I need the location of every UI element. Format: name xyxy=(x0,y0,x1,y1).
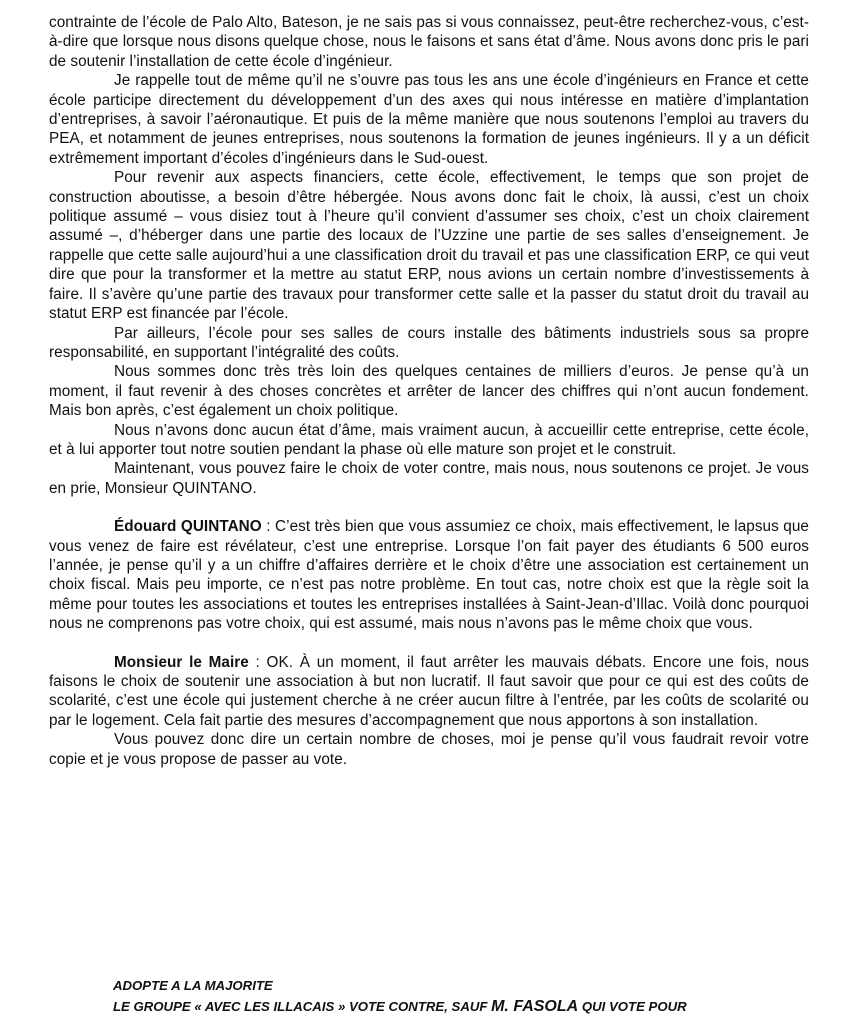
minutes-text xyxy=(49,13,809,769)
maire-text: : OK. À un moment, il faut arrêter les mauvais débats. Encore une fois, nous faisons le choix de soutenir une association à but non lucratif. Il faut savoir que pour ce qui est des coûts de scolarité, c’est une école qui justement cherche à ne créer aucun filtre à l’entrée, par les coûts de scolarité ou par le logement. Cela fait partie des mesures d’accompagnement que nous apportons à son installation. xyxy=(49,653,809,729)
vote-group-detail xyxy=(113,996,813,1017)
vote-group-text: LE GROUPE « AVEC LES ILLACAIS » VOTE CONTRE, SAUF xyxy=(113,999,492,1014)
quintano-text: : C’est très bien que vous assumiez ce choix, mais effectivement, le lapsus que vous venez de faire est révélateur, c’est une entreprise. Lorsque l’on fait payer des étudiants 6 500 euros l’année, je pense qu’il y a un chiffre d’affaires derrière et le choix d’être une association est certainement un choix fiscal. Mais peu importe, ce n’est pas notre problème. En tout cas, notre choix est que la règle soit la même pour toutes les associations et toutes les entreprises installées à Saint-Jean-d’Illac. Voilà donc pourquoi nous ne comprenons pas votre choix, qui est assumé, mais nous n’avons pas le même choix que vous. xyxy=(49,518,809,633)
paragraph-financial-aspects: Pour revenir aux aspects financiers, cette école, effectivement, le temps que son projet de construction aboutisse, a besoin d’être hébergée. Nous avons donc fait le choix, là aussi, c’est un choix politique assumé – vous disiez tout à l’heure qu’il convient d’assumer ses choix, c’est un choix clairement assumé –, d’héberger dans une partie des locaux de l’Uzzine une partie de ses salles d’enseignement. Je rappelle que cette salle aujourd’hui a une classification droit du travail et pas une classification ERP, ce qui veut dire que pour la transformer et la mettre au statut ERP, nous avions un certain nombre d’investissements à faire. Il s’avère qu’une partie des travaux pour transformer cette salle et la passer du statut droit du travail au statut ERP est financée par l’école. xyxy=(49,169,809,323)
paragraph-engineering-school: Je rappelle tout de même qu’il ne s’ouvre pas tous les ans une école d’ingénieurs en France et cette école participe directement du développement d’un des axes qui nous intéresse en matière d’implantation d’entreprises, à savoir l’aéronautique. Et puis de la même manière que nous soutenons l’emploi au travers du PEA, et notamment de jeunes entreprises, nous soutenons la formation de jeunes ingénieurs. Il y a un déficit extrêmement important d’écoles d’ingénieurs dans le Sud-ouest. xyxy=(49,72,809,167)
paragraph-support: Nous n’avons donc aucun état d’âme, mais vraiment aucun, à accueillir cette entreprise, cette école, et à lui apporter tout notre soutien pendant la phase où elle mature son projet et le construit. xyxy=(49,421,809,458)
paragraph-invitation: Maintenant, vous pouvez faire le choix de voter contre, mais nous, nous soutenons ce projet. Je vous en prie, Monsieur QUINTANO. xyxy=(49,460,809,497)
paragraph-costs: Nous sommes donc très très loin des quelques centaines de milliers d’euros. Je pense qu’à un moment, il faut revenir à des choses concrètes et arrêter de lancer des chiffres qui n’ont aucun fondement. Mais bon après, c’est également un choix politique. xyxy=(49,363,809,420)
vote-pour-text: QUI VOTE POUR xyxy=(578,999,687,1014)
vote-member-name: M. FASOLA xyxy=(491,998,579,1015)
quintano-intervention xyxy=(49,517,809,633)
maire-followup: Vous pouvez donc dire un certain nombre de choses, moi je pense qu’il vous faudrait revoir votre copie et je vous propose de passer au vote. xyxy=(49,731,809,768)
vote-result xyxy=(113,975,813,1017)
paragraph-industrial-buildings: Par ailleurs, l’école pour ses salles de cours installe des bâtiments industriels sous sa propre responsabilité, en supportant l’intégralité des coûts. xyxy=(49,324,809,361)
vote-adopted: ADOPTE A LA MAJORITE xyxy=(113,978,273,993)
speaker-name: Édouard QUINTANO xyxy=(114,518,262,536)
paragraph-palo-alto: contrainte de l’école de Palo Alto, Bateson, je ne sais pas si vous connaissez, peut-être recherchez-vous, c’est-à-dire que lorsque nous disons quelque chose, nous le faisons et sans état d’âme. Nous avons donc pris le pari de soutenir l’installation de cette école d’ingénieur. xyxy=(49,14,809,70)
maire-intervention xyxy=(49,653,809,731)
speaker-name: Monsieur le Maire xyxy=(114,653,249,671)
